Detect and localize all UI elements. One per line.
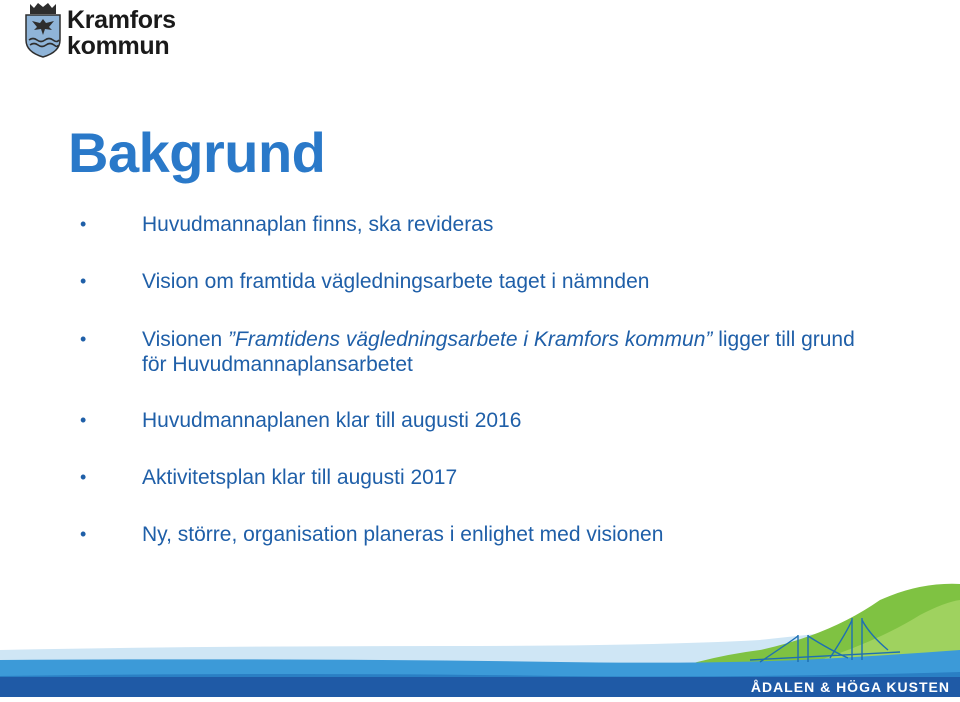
- bullet-text: Aktivitetsplan klar till augusti 2017: [142, 466, 458, 489]
- logo-text-kommun: kommun: [67, 32, 170, 60]
- logo-text-kramfors: Kramfors: [67, 6, 176, 34]
- bullet-text: Huvudmannaplan finns, ska revideras: [142, 213, 494, 236]
- kramfors-kommun-logo: [24, 2, 194, 60]
- slide-title: Bakgrund: [68, 121, 326, 184]
- bullet-text: [142, 327, 872, 377]
- bullet-dot-icon: •: [80, 467, 87, 487]
- bullet-dot-icon: •: [80, 271, 87, 291]
- footer-banner: [0, 580, 960, 697]
- bullet-text: Ny, större, organisation planeras i enlighet med visionen: [142, 523, 664, 546]
- bullet-text-prefix: Visionen: [142, 328, 229, 351]
- bullet-text: Vision om framtida vägledningsarbete taget i nämnden: [142, 270, 650, 293]
- bullet-dot-icon: •: [80, 329, 87, 349]
- bullet-text: Huvudmannaplanen klar till augusti 2016: [142, 409, 522, 432]
- bullet-dot-icon: •: [80, 524, 87, 544]
- coat-of-arms-icon: [24, 2, 62, 58]
- bullet-dot-icon: •: [80, 410, 87, 430]
- bullet-dot-icon: •: [80, 214, 87, 234]
- bullet-text-suffix: ligger till grund för Huvudmannaplansarbetet: [142, 328, 855, 376]
- vision-document-title: ”Framtidens vägledningsarbete i Kramfors kommun”: [228, 328, 713, 351]
- footer-tagline: ÅDALEN & HÖGA KUSTEN: [750, 679, 950, 695]
